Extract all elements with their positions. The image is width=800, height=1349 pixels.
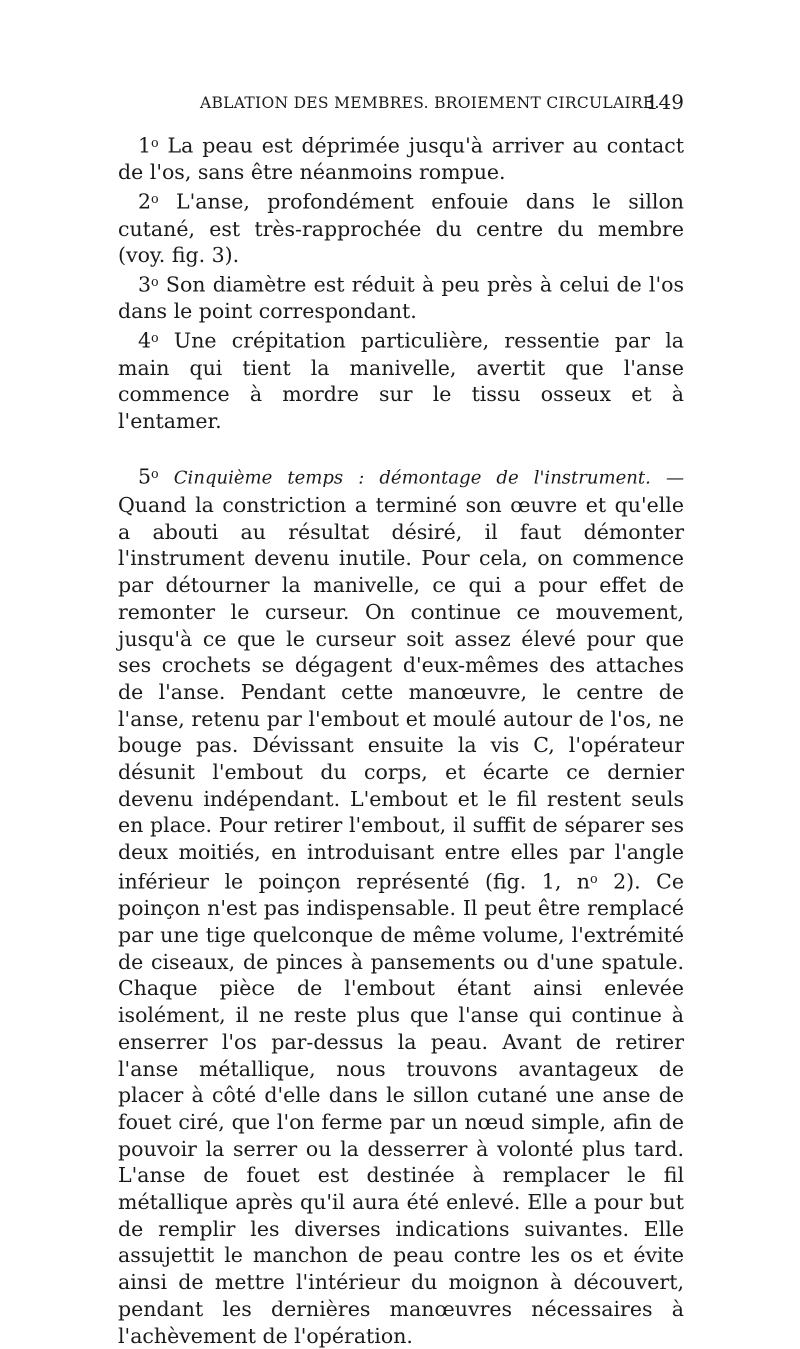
- section-text: Quand la constriction a terminé son œuvre et qu'elle a abouti au résultat désiré, il faut démonter l'instrument devenu inutile. Pour cela, on commence par détourner la manivelle, ce qui a pour effet de remonter le curseur. On continue ce mouvement, jusqu'à ce que le curseur soit assez élevé pour que ses crochets se dégagent d'eux-mêmes des attaches de l'anse. Pendant cette manœuvre, le centre de l'anse, retenu par l'embout et moulé autour de l'os, ne bouge pas. Dévissant ensuite la vis C, l'opérateur désunit l'embout du corps, et écarte ce dernier devenu indépendant. L'embout et le fil restent seuls en place. Pour retirer l'embout, il suffit de séparer ses deux moitiés, en introduisant entre elles par l'angle inférieur le poinçon représenté (fig. 1, n: [118, 493, 684, 894]
- item-text: Son diamètre est réduit à peu près à celui de l'os dans le point correspondant.: [118, 272, 684, 324]
- degree-mark: o: [151, 273, 159, 289]
- section-number: 5: [138, 464, 152, 489]
- section-text-continued: 2). Ce poinçon n'est pas indispensable. Il peut être remplacé par une tige quelconque de même volume, l'extrémité de ciseaux, de pinces à pansements ou d'une spatule. Chaque pièce de l'embout étant ainsi enlevée isolément, il ne reste plus que l'anse qui continue à enserrer l'os par-dessus la peau. Avant de retirer l'anse métallique, nous trouvons avantageux de placer à côté d'elle dans le sillon cutané une anse de fouet ciré, que l'on ferme par un nœud simple, afin de pouvoir la serrer ou la desserrer à volonté plus tard. L'anse de fouet est destinée à remplacer le fil métallique après qu'il aura été enlevé. Elle a pour but de remplir les diverses indications suivantes. Elle assujettit le manchon de peau contre les os et évite ainsi de mettre l'intérieur du moignon à découvert, pendant les dernières manœuvres nécessaires à l'achèvement de l'opération.: [118, 869, 684, 1348]
- section-title: Cinquième temps : démontage de l'instrument. —: [158, 467, 684, 489]
- list-item-1: [118, 130, 684, 186]
- list-item-3: [118, 269, 684, 325]
- item-number: 2: [138, 189, 152, 214]
- degree-mark: o: [151, 465, 159, 481]
- item-text: La peau est déprimée jusqu'à arriver au contact de l'os, sans être néanmoins rompue.: [118, 133, 684, 185]
- list-item-2: [118, 186, 684, 269]
- item-text: Une crépitation particulière, ressentie par la main qui tient la manivelle, avertit que l'anse commence à mordre sur le tissu osseux et à l'entamer.: [118, 328, 684, 433]
- running-head: ABLATION DES MEMBRES. BROIEMENT CIRCULAIRE.: [200, 94, 660, 112]
- degree-mark: o: [151, 330, 159, 346]
- item-number: 3: [138, 272, 152, 297]
- body-text: [118, 130, 684, 1349]
- degree-mark: o: [151, 135, 159, 150]
- list-item-4: [118, 325, 684, 435]
- degree-mark: o: [151, 191, 159, 207]
- item-number: 4: [138, 328, 152, 353]
- item-text: L'anse, profondément enfouie dans le sillon cutané, est très-rapprochée du centre du membre (voy. fig. 3).: [118, 189, 684, 268]
- page-header: [118, 90, 684, 122]
- degree-mark: o: [590, 870, 598, 886]
- section-5-paragraph: [118, 461, 684, 1349]
- page-number: 149: [645, 90, 684, 114]
- item-number: 1: [138, 133, 152, 158]
